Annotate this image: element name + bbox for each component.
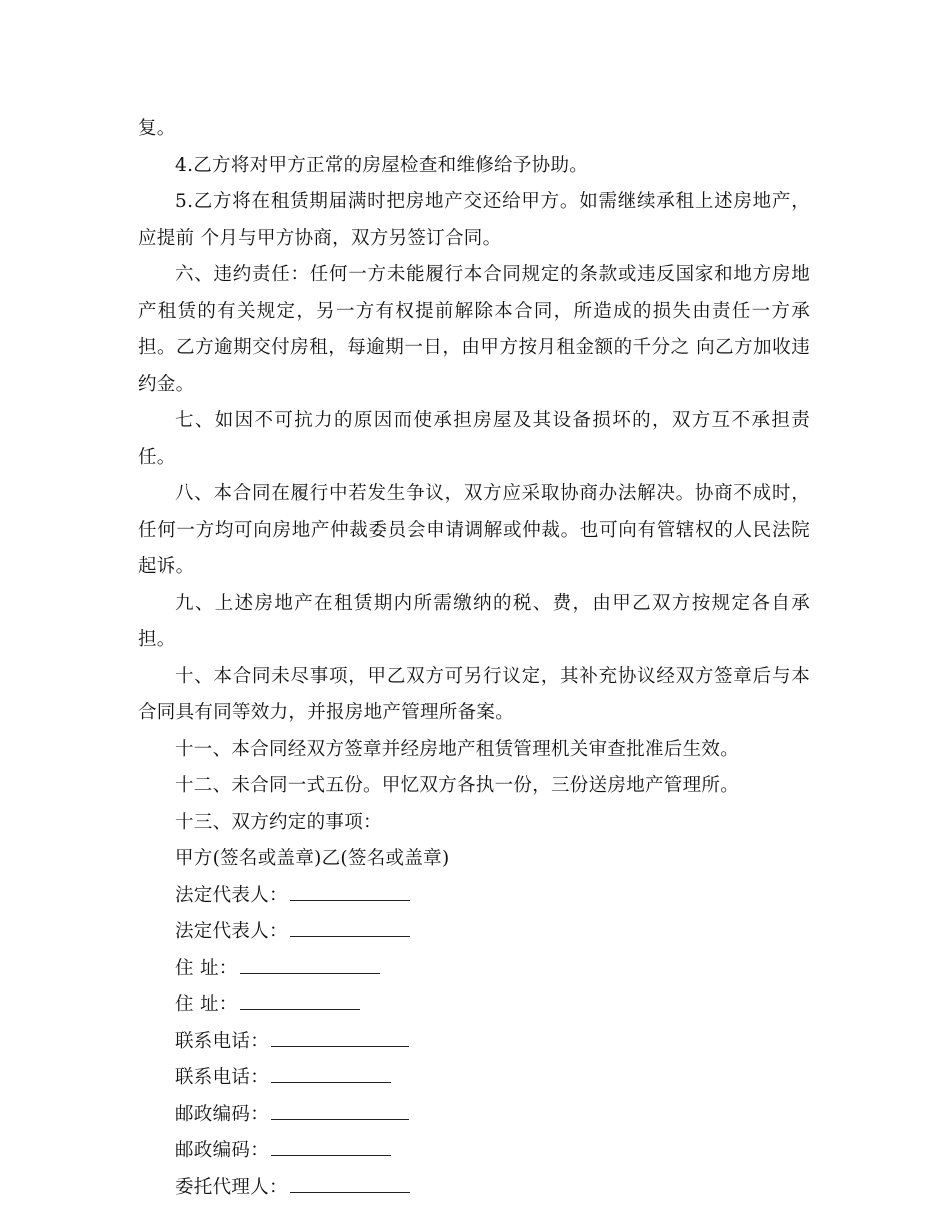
signature-field-phone-a: [138, 1024, 810, 1061]
field-label: 住 址：: [175, 994, 238, 1015]
clause-12-copies: 十二、未合同一式五份。甲忆双方各执一份，三份送房地产管理所。: [175, 775, 740, 796]
document-body: [138, 111, 810, 1206]
field-label: 联系电话：: [175, 1030, 270, 1052]
field-label: 法定代表人：: [175, 921, 288, 942]
signature-field-legal-rep-b: [138, 914, 810, 951]
paragraph-continuation: 复。: [138, 118, 176, 139]
field-label: 法定代表人：: [175, 884, 288, 906]
clause-11-effective: 十一、本合同经双方签章并经房地产租赁管理机关审查批准后生效。: [175, 738, 740, 760]
blank-line[interactable]: [240, 995, 360, 1010]
blank-line[interactable]: [290, 886, 410, 901]
blank-line[interactable]: [240, 959, 380, 974]
signature-field-postcode-a: [138, 1097, 810, 1134]
clause-8-dispute: 八、本合同在履行中若发生争议，双方应采取协商办法解决。协商不成时，任何一方均可向房地产仲裁委员会申请调解或仲裁。也可向有管辖权的人民法院起诉。: [138, 483, 810, 577]
blank-line[interactable]: [290, 922, 410, 937]
signature-parties: 甲方(签名或盖章)乙(签名或盖章): [175, 848, 450, 869]
field-label: 住 址：: [175, 957, 238, 979]
signature-field-phone-b: [138, 1060, 810, 1097]
clause-5: 5.乙方将在租赁期届满时把房地产交还给甲方。如需继续承租上述房地产，应提前 个月与甲方协商，双方另签订合同。: [138, 191, 810, 249]
clause-4: 4.乙方将对甲方正常的房屋检查和维修给予协助。: [175, 154, 589, 176]
blank-line[interactable]: [271, 1141, 391, 1156]
field-label: 邮政编码：: [175, 1140, 270, 1161]
field-label: 邮政编码：: [175, 1103, 270, 1125]
clause-13-agreed-items: 十三、双方约定的事项：: [175, 811, 382, 833]
blank-line[interactable]: [290, 1178, 410, 1193]
signature-field-address-b: [138, 987, 810, 1024]
clause-7-force-majeure: 七、如因不可抗力的原因而使承担房屋及其设备损坏的，双方互不承担责任。: [138, 410, 810, 468]
signature-field-legal-rep-a: [138, 878, 810, 915]
signature-field-address-a: [138, 951, 810, 988]
field-label: 联系电话：: [175, 1067, 270, 1088]
clause-9-taxes: 九、上述房地产在租赁期内所需缴纳的税、费，由甲乙双方按规定各自承担。: [138, 592, 810, 650]
signature-field-postcode-b: [138, 1133, 810, 1170]
field-label: 委托代理人：: [175, 1176, 288, 1198]
blank-line[interactable]: [271, 1068, 391, 1083]
clause-10-supplement: 十、本合同未尽事项，甲乙双方可另行议定，其补充协议经双方签章后与本合同具有同等效力，并报房地产管理所备案。: [138, 665, 810, 723]
blank-line[interactable]: [271, 1032, 409, 1047]
clause-6-breach-liability: 六、违约责任：任何一方未能履行本合同规定的条款或违反国家和地方房地产租赁的有关规定，另一方有权提前解除本合同，所造成的损失由责任一方承担。乙方逾期交付房租，每逾期一日，由甲方按月租金额的千分之 向乙方加收违约金。: [138, 264, 810, 395]
signature-field-agent: [138, 1170, 810, 1207]
signature-block: [138, 841, 810, 1206]
blank-line[interactable]: [271, 1105, 409, 1120]
